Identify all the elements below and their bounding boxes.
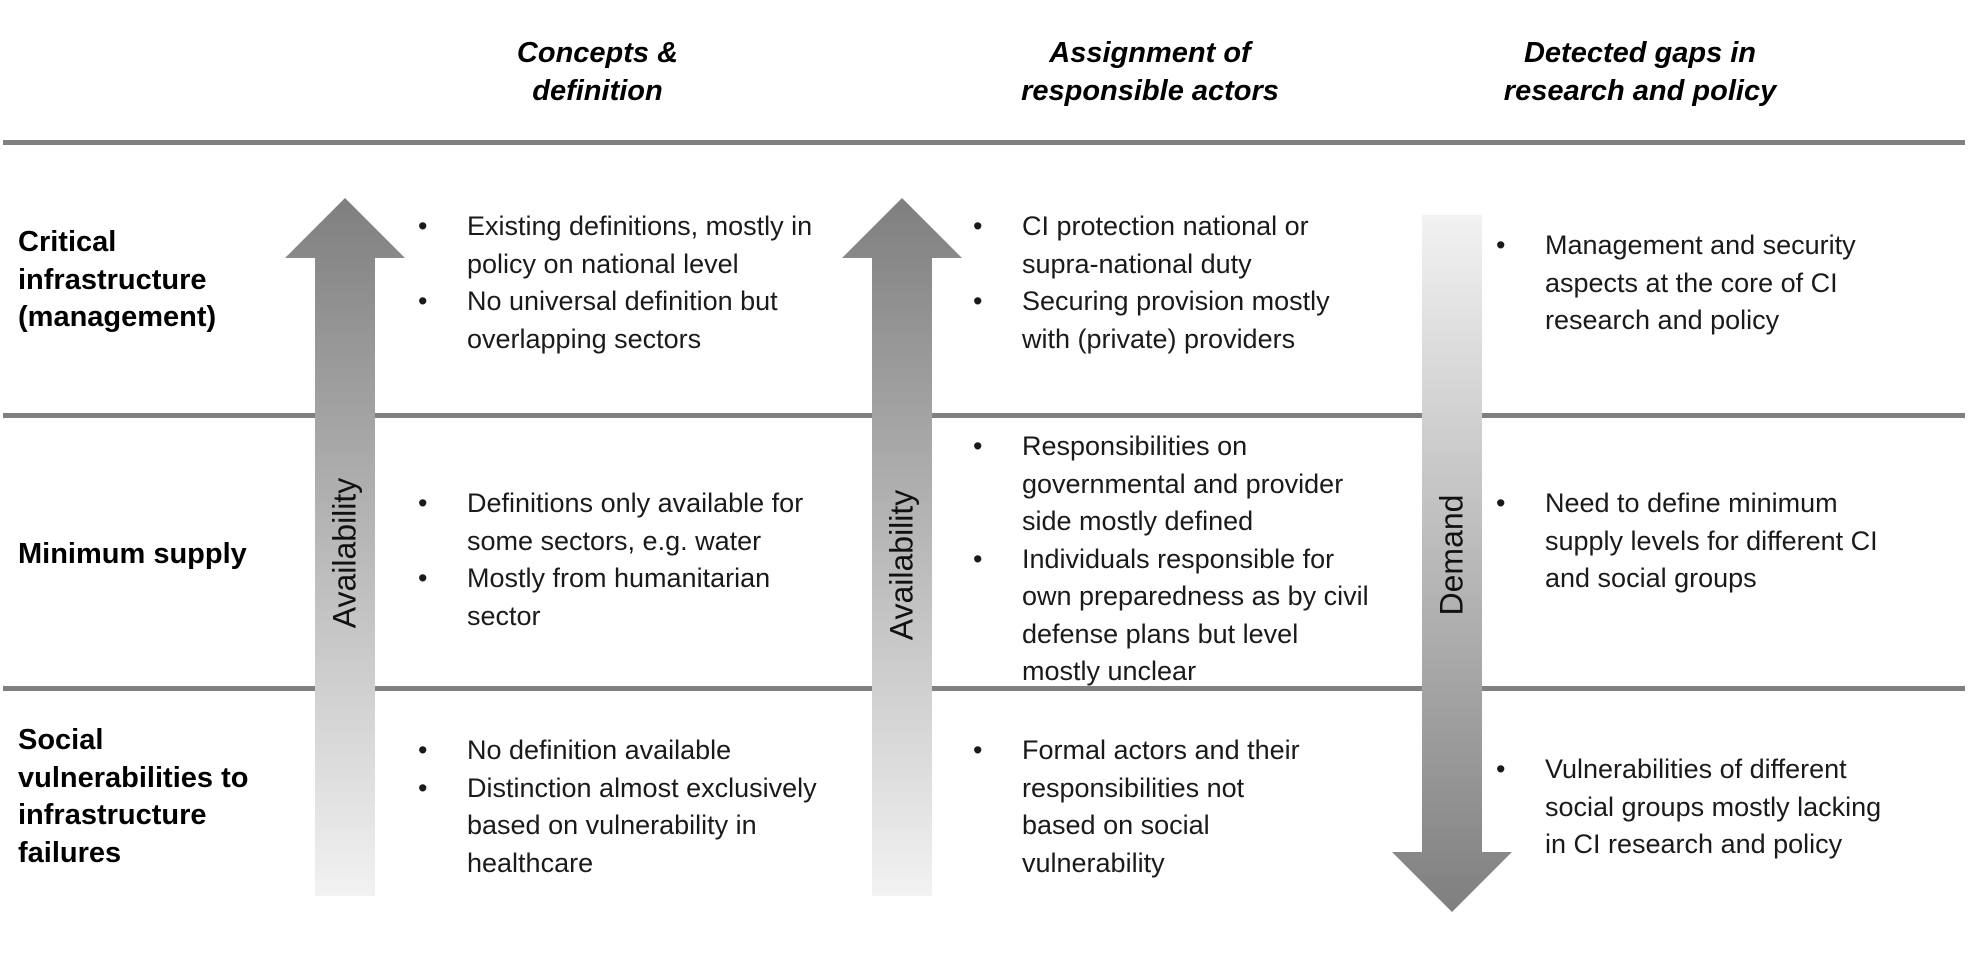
cell-concepts-critical-infrastructure [417,208,837,358]
header-divider [3,140,1965,145]
list-item: • Formal actors and their responsibilities not based on social vulnerability [972,732,1392,882]
demand-arrow-label: Demand [1433,494,1470,616]
list-item: • Mostly from humanitarian sector [417,560,837,635]
cell-concepts-minimum-supply [417,485,837,635]
availability-arrow-label-1: Availability [326,477,363,629]
cell-actors-minimum-supply [972,428,1392,691]
cell-actors-critical-infrastructure [972,208,1392,358]
list-item: • Individuals responsible for own preparedness as by civil defense plans but level mostly unclear [972,541,1392,691]
row-header-critical-infrastructure: Critical infrastructure (management) [18,226,217,333]
list-item: • Existing definitions, mostly in policy on national level [417,208,837,283]
cell-concepts-social-vulnerabilities [417,732,837,882]
column-header-concepts: Concepts & definition [516,37,679,107]
list-item: • Definitions only available for some sectors, e.g. water [417,485,837,560]
column-header-actors: Assignment of responsible actors [1021,37,1279,107]
column-header-gaps: Detected gaps in research and policy [1503,37,1777,107]
cell-gaps-social-vulnerabilities [1495,751,1935,864]
list-item: • CI protection national or supra-national duty [972,208,1392,283]
row-header-social-vulnerabilities: Social vulnerabilities to infrastructure failures [18,724,249,869]
list-item: • Vulnerabilities of different social groups mostly lacking in CI research and policy [1495,751,1935,864]
row-header-minimum-supply: Minimum supply [18,538,247,570]
list-item: • Securing provision mostly with (private) providers [972,283,1392,358]
list-item: • Distinction almost exclusively based on vulnerability in healthcare [417,770,837,883]
list-item: • No universal definition but overlapping sectors [417,283,837,358]
list-item: • Management and security aspects at the core of CI research and policy [1495,227,1935,340]
cell-gaps-minimum-supply [1495,485,1935,598]
list-item: • Need to define minimum supply levels for different CI and social groups [1495,485,1935,598]
cell-actors-social-vulnerabilities [972,732,1392,882]
list-item: • No definition available [417,732,837,770]
cell-gaps-critical-infrastructure [1495,227,1935,340]
availability-arrow-label-2: Availability [883,489,920,641]
list-item: • Responsibilities on governmental and provider side mostly defined [972,428,1392,541]
